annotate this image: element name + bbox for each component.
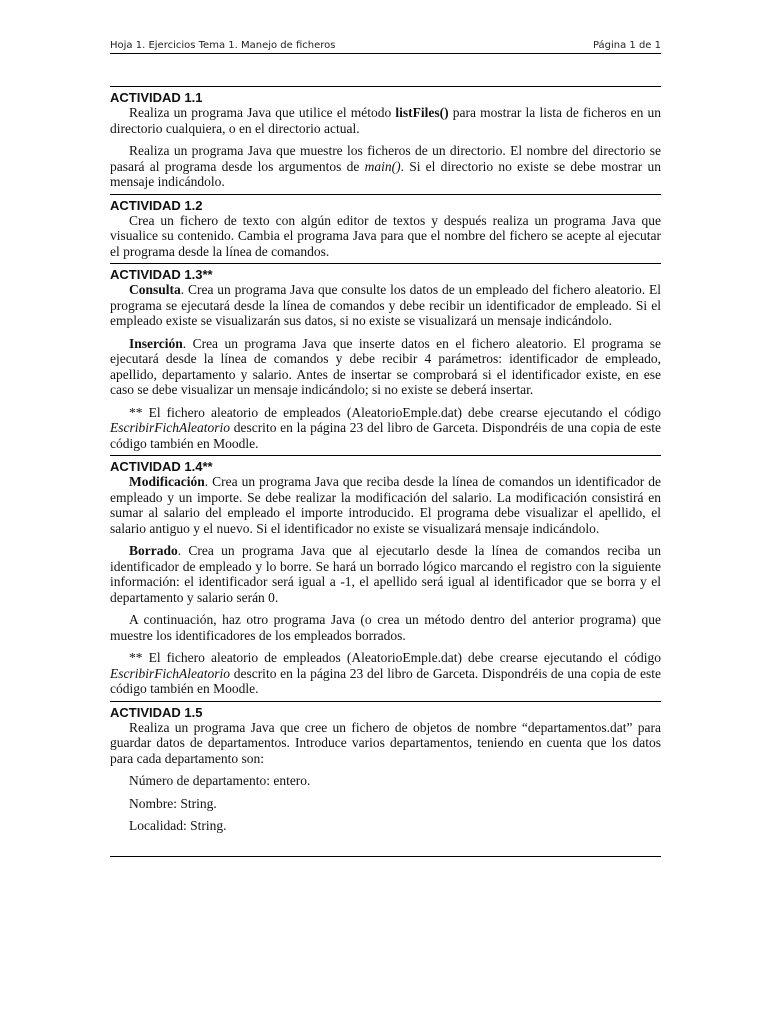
text-run: . Crea un programa Java que inserte datos en el fichero aleatorio. El programa se ejecutará desde la línea de comandos y debe recibir 4 parámetros: identificador de empleado, apellido, departamento y salario. Antes de insertar se comprobará si el identificador existe, en ese caso se debe visualizar un mensaje indicándolo; si no existe se deberá insertar.	[110, 335, 661, 397]
section-end-rule	[110, 856, 661, 857]
paragraph	[110, 405, 661, 452]
section-actividad-1-1	[110, 86, 661, 192]
text-run: . Crea un programa Java que al ejecutarlo desde la línea de comandos reciba un identificador de empleado y lo borre. Se hará un borrado lógico marcando el registro con la siguiente información: el identificador será igual a -1, el apellido será igual al identificador que se borra y el departamento y salario serán 0.	[110, 543, 661, 605]
text-run: . Si el directorio no existe se debe mostrar un mensaje indicándolo.	[110, 158, 662, 189]
paragraph-lead: Inserción	[129, 335, 183, 351]
paragraph	[110, 650, 661, 697]
text-run: para mostrar la lista de ficheros en un directorio cualquiera, o en el directorio actual.	[110, 105, 662, 136]
section-actividad-1-2	[110, 194, 661, 262]
paragraph	[110, 282, 661, 329]
section-actividad-1-5	[110, 701, 661, 857]
section-body	[110, 720, 661, 836]
page-header	[110, 40, 661, 54]
paragraph	[110, 105, 661, 136]
section-body	[110, 282, 661, 453]
section-body	[110, 213, 661, 262]
text-run: Realiza un programa Java que muestre los ficheros de un directorio. El nombre del directorio se pasará al programa desde los argumentos de	[110, 143, 661, 174]
method-name: main()	[364, 158, 401, 174]
field-line: Número de departamento: entero.	[129, 773, 311, 788]
text-run: ** El fichero aleatorio de empleados (AleatorioEmple.dat) debe crearse ejecutando el código	[129, 404, 661, 420]
method-name: listFiles()	[395, 105, 449, 120]
paragraph-lead: Consulta	[129, 282, 181, 297]
paragraph	[110, 474, 661, 536]
paragraph	[110, 336, 661, 398]
field-line: Localidad: String.	[129, 818, 227, 833]
field-line: Nombre: String.	[129, 795, 217, 811]
paragraph-lead: Modificación	[129, 474, 205, 489]
text-run: . Crea un programa Java que consulte los datos de un empleado del fichero aleatorio. El programa se ejecutará desde la línea de comandos y debe recibir un identificador de empleado. Si el empleado existe se visualizarán sus datos, si no existe se visualizará un mensaje indicándolo.	[110, 282, 661, 328]
document-body	[110, 84, 661, 857]
section-body	[110, 474, 661, 699]
section-title: ACTIVIDAD 1.1	[110, 86, 661, 105]
paragraph	[110, 543, 661, 605]
section-title: ACTIVIDAD 1.2	[110, 194, 661, 213]
text-run: descrito en la página 23 del libro de Garceta. Dispondréis de una copia de este código también en Moodle.	[110, 665, 661, 696]
section-title: ACTIVIDAD 1.4**	[110, 455, 661, 474]
paragraph: Realiza un programa Java que cree un fichero de objetos de nombre “departamentos.dat” para guardar datos de departamentos. Introduce varios departamentos, teniendo en cuenta que los datos para cada departamento son:	[110, 719, 661, 766]
text-run: descrito en la página 23 del libro de Garceta. Dispondréis de una copia de este código también en Moodle.	[110, 420, 661, 451]
code-name: EscribirFichAleatorio	[110, 420, 230, 435]
text-run: Realiza un programa Java que utilice el método	[129, 105, 396, 120]
paragraph: A continuación, haz otro programa Java (o crea un método dentro del anterior programa) que muestre los identificadores de los empleados borrados.	[110, 612, 661, 643]
section-title: ACTIVIDAD 1.3**	[110, 263, 661, 282]
text-run: . Crea un programa Java que reciba desde la línea de comandos un identificador de empleado y un importe. Se debe realizar la modificación del salario. La modificación consistirá en sumar al salario del empleado el importe introducido. El programa debe visualizar el apellido, el salario antiguo y el nuevo. Si el identificador no existe se visualizará mensaje indicándolo.	[110, 474, 661, 536]
paragraph	[110, 143, 661, 190]
code-name: EscribirFichAleatorio	[110, 665, 230, 681]
header-title: Hoja 1. Ejercicios Tema 1. Manejo de ficheros	[110, 40, 336, 51]
section-actividad-1-3	[110, 263, 661, 453]
paragraph: Crea un fichero de texto con algún editor de textos y después realiza un programa Java que visualice su contenido. Cambia el programa Java para que el nombre del fichero se acepte al ejecutar el programa desde la línea de comandos.	[110, 212, 661, 259]
section-body	[110, 105, 661, 192]
header-page-number: Página 1 de 1	[592, 40, 661, 51]
section-actividad-1-4	[110, 455, 661, 699]
paragraph-lead: Borrado	[129, 543, 178, 558]
text-run: ** El fichero aleatorio de empleados (AleatorioEmple.dat) debe crearse ejecutando el código	[129, 650, 661, 665]
section-title: ACTIVIDAD 1.5	[110, 701, 661, 720]
